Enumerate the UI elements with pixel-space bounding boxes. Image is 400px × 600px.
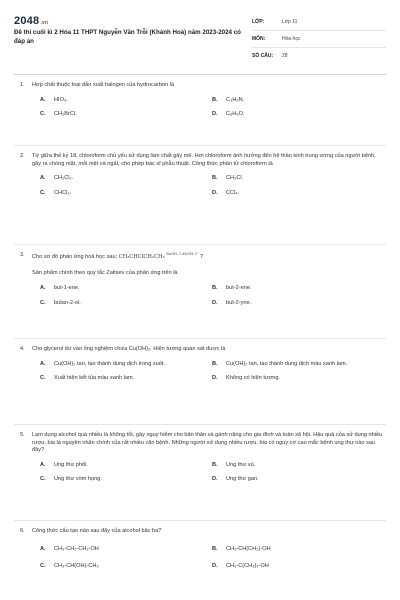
option-letter: C.: [40, 476, 46, 483]
meta-class-row: [252, 14, 386, 31]
question-number: 5.: [20, 432, 25, 438]
option-text: CH₂Cl₂.: [54, 175, 74, 182]
option-b[interactable]: [212, 462, 384, 470]
option-d[interactable]: [212, 476, 384, 484]
option-b[interactable]: [212, 285, 384, 293]
option-letter: C.: [40, 563, 46, 570]
option-text: but-1-ene.: [54, 284, 80, 291]
question-divider: [14, 145, 386, 146]
option-c[interactable]: [40, 563, 212, 571]
option-text: CH₃-CH₂-CH₂-OH: [54, 545, 99, 552]
question-2: [14, 153, 386, 197]
option-d[interactable]: [212, 190, 384, 198]
option-letter: C.: [40, 375, 46, 382]
option-text: CH₂BrCl.: [54, 111, 77, 118]
option-letter: B.: [212, 461, 218, 468]
option-letter: B.: [212, 360, 218, 367]
option-b[interactable]: [212, 361, 384, 369]
option-letter: A.: [40, 96, 46, 103]
question-divider: [14, 244, 386, 245]
options-grid: [40, 361, 386, 383]
option-letter: A.: [40, 461, 46, 468]
option-letter: D.: [212, 299, 218, 306]
question-number: 4.: [20, 346, 25, 352]
meta-subject-row: [252, 31, 386, 48]
question-text: Lạm dụng alcohol quá nhiều là không tốt, gây nguy hiểm cho bản thân và gánh nặng cho gia đình và toàn xã hội. Hậu quả của sử dụng nhiều rượu, bia là nguyên nhân chính của rất nhiều căn bệnh. Những người sử dụng nhiều rượu, bia có nguy cơ cao mắc bệnh ung thư nào sau đây?: [32, 432, 383, 454]
question-text: [32, 252, 386, 261]
option-letter: D.: [212, 111, 218, 118]
meta-count-row: [252, 48, 386, 64]
option-letter: D.: [212, 563, 218, 570]
option-text: Cu(OH)₂ tan, tạo thành dung dịch màu xanh lam.: [226, 360, 348, 367]
meta-class-label: LỚP:: [252, 18, 265, 25]
logo-text: 2048: [14, 15, 40, 27]
option-b[interactable]: [212, 175, 384, 183]
meta-count-value: 28: [282, 52, 288, 59]
option-b[interactable]: [212, 97, 384, 105]
question-text-pre: Cho sơ đồ phản ứng hoá học sau:: [32, 253, 118, 260]
option-c[interactable]: [40, 300, 212, 308]
option-letter: D.: [212, 476, 218, 483]
option-text: but-2-yne.: [226, 299, 252, 306]
options-grid: [40, 285, 386, 307]
option-letter: B.: [212, 545, 218, 552]
site-logo[interactable]: [14, 14, 48, 29]
option-text: Ung thư gan.: [226, 476, 259, 483]
meta-subject-label: MÔN:: [252, 35, 266, 42]
option-letter: C.: [40, 299, 46, 306]
option-a[interactable]: [40, 285, 212, 293]
option-letter: D.: [212, 375, 218, 382]
option-letter: A.: [40, 360, 46, 367]
option-text: CH₃Cl.: [226, 175, 244, 182]
question-number: 6.: [20, 528, 25, 534]
meta-class-value: Lớp 11: [282, 18, 298, 25]
option-text: CH₃-C(CH₃)₂-OH: [226, 563, 269, 570]
option-letter: A.: [40, 545, 46, 552]
option-letter: A.: [40, 284, 46, 291]
option-text: butan-2-ol.: [54, 299, 81, 306]
logo-suffix: .vn: [40, 20, 49, 26]
option-d[interactable]: [212, 375, 384, 383]
reaction-reagent: NaOH, C₂H₅OH, t°: [166, 252, 199, 256]
reaction-formula: CH₃CHClCH₂CH₃: [118, 253, 165, 260]
option-a[interactable]: [40, 97, 212, 105]
meta-count-label: SỐ CÂU:: [252, 52, 274, 59]
question-number: 3.: [20, 252, 25, 258]
option-text: Cu(OH)₂ tan, tạo thành dung dịch trong suốt.: [54, 360, 166, 367]
question-number: 2.: [20, 153, 25, 159]
question-text: Công thức cấu tạo nào sau đây của alcohol bậc ba?: [32, 528, 162, 534]
options-grid: [40, 97, 386, 119]
question-divider: [14, 338, 386, 339]
option-c[interactable]: [40, 375, 190, 383]
question-6: [14, 528, 386, 571]
question-text: Cho glycerol dư vào ống nghiệm chứa Cu(OH)₂. Hiện tượng quan sát được là: [32, 346, 226, 352]
question-subtext: Sản phẩm chính theo quy tắc Zaitsev của phản ứng trên là: [32, 270, 178, 277]
option-text: Ung thư phổi.: [54, 461, 88, 468]
reaction-product: ?: [199, 253, 203, 260]
question-3: [14, 252, 386, 307]
option-letter: C.: [40, 189, 46, 196]
option-c[interactable]: [40, 476, 212, 484]
option-text: C₃H₉N.: [226, 96, 245, 103]
document-title: Đề thi cuối kì 2 Hóa 11 THPT Nguyễn Văn Trỗi (Khánh Hoà) năm 2023-2024 có đáp án: [14, 29, 241, 45]
option-letter: A.: [40, 175, 46, 182]
question-divider: [14, 424, 386, 425]
header-divider: [14, 74, 386, 75]
options-grid: [40, 546, 386, 571]
option-d[interactable]: [212, 563, 384, 571]
exam-meta: [252, 14, 386, 64]
option-text: Ung thư vòm họng.: [54, 476, 102, 483]
option-a[interactable]: [40, 361, 190, 369]
option-letter: B.: [212, 284, 218, 291]
options-grid: [40, 462, 386, 484]
question-number-spacer: [14, 270, 32, 278]
option-text: C₆H₆O.: [226, 111, 245, 118]
option-letter: D.: [212, 189, 218, 196]
option-text: CH₃-CH(CH₃)-OH: [226, 545, 271, 552]
option-b[interactable]: [212, 546, 384, 554]
question-number: 1.: [20, 82, 25, 88]
option-text: HIO₄.: [54, 96, 68, 103]
option-a[interactable]: [40, 175, 212, 183]
option-letter: B.: [212, 96, 218, 103]
option-text: Xuất hiện kết tủa màu xanh lam.: [54, 375, 135, 382]
question-1: [14, 82, 386, 119]
option-letter: C.: [40, 111, 46, 118]
option-d[interactable]: [212, 111, 384, 119]
meta-subject-value: Hóa học: [282, 35, 301, 42]
option-text: but-2-ene.: [226, 284, 252, 291]
options-grid: [40, 175, 386, 197]
question-text: Hợp chất thuộc loại dẫn xuất halogen của hydrocarbon là: [32, 82, 175, 88]
option-c[interactable]: [40, 190, 212, 198]
option-letter: B.: [212, 175, 218, 182]
question-4: [14, 346, 386, 383]
option-c[interactable]: [40, 111, 212, 119]
question-divider: [14, 520, 386, 521]
question-5: [14, 432, 386, 484]
question-text: Từ giữa thế kỷ 18, chloroform chủ yếu sử dụng làm chất gây mê. Hơi chloroform ảnh hưởng đến hệ thần kinh trung ương của người bệnh, gây ra chóng mặt, mỏi mệt và ngất, cho phép bác sĩ phẫu thuật. Công thức phân tử chloroform là: [32, 153, 376, 167]
option-text: Ung thư vú.: [226, 461, 256, 468]
option-a[interactable]: [40, 462, 212, 470]
option-text: CCl₄.: [226, 189, 240, 196]
option-d[interactable]: [212, 300, 384, 308]
option-text: CH₃-CH(OH)-CH₃: [54, 563, 99, 570]
option-a[interactable]: [40, 546, 212, 554]
option-text: CHCl₃.: [54, 189, 72, 196]
option-text: Không có hiện tượng.: [226, 375, 281, 382]
